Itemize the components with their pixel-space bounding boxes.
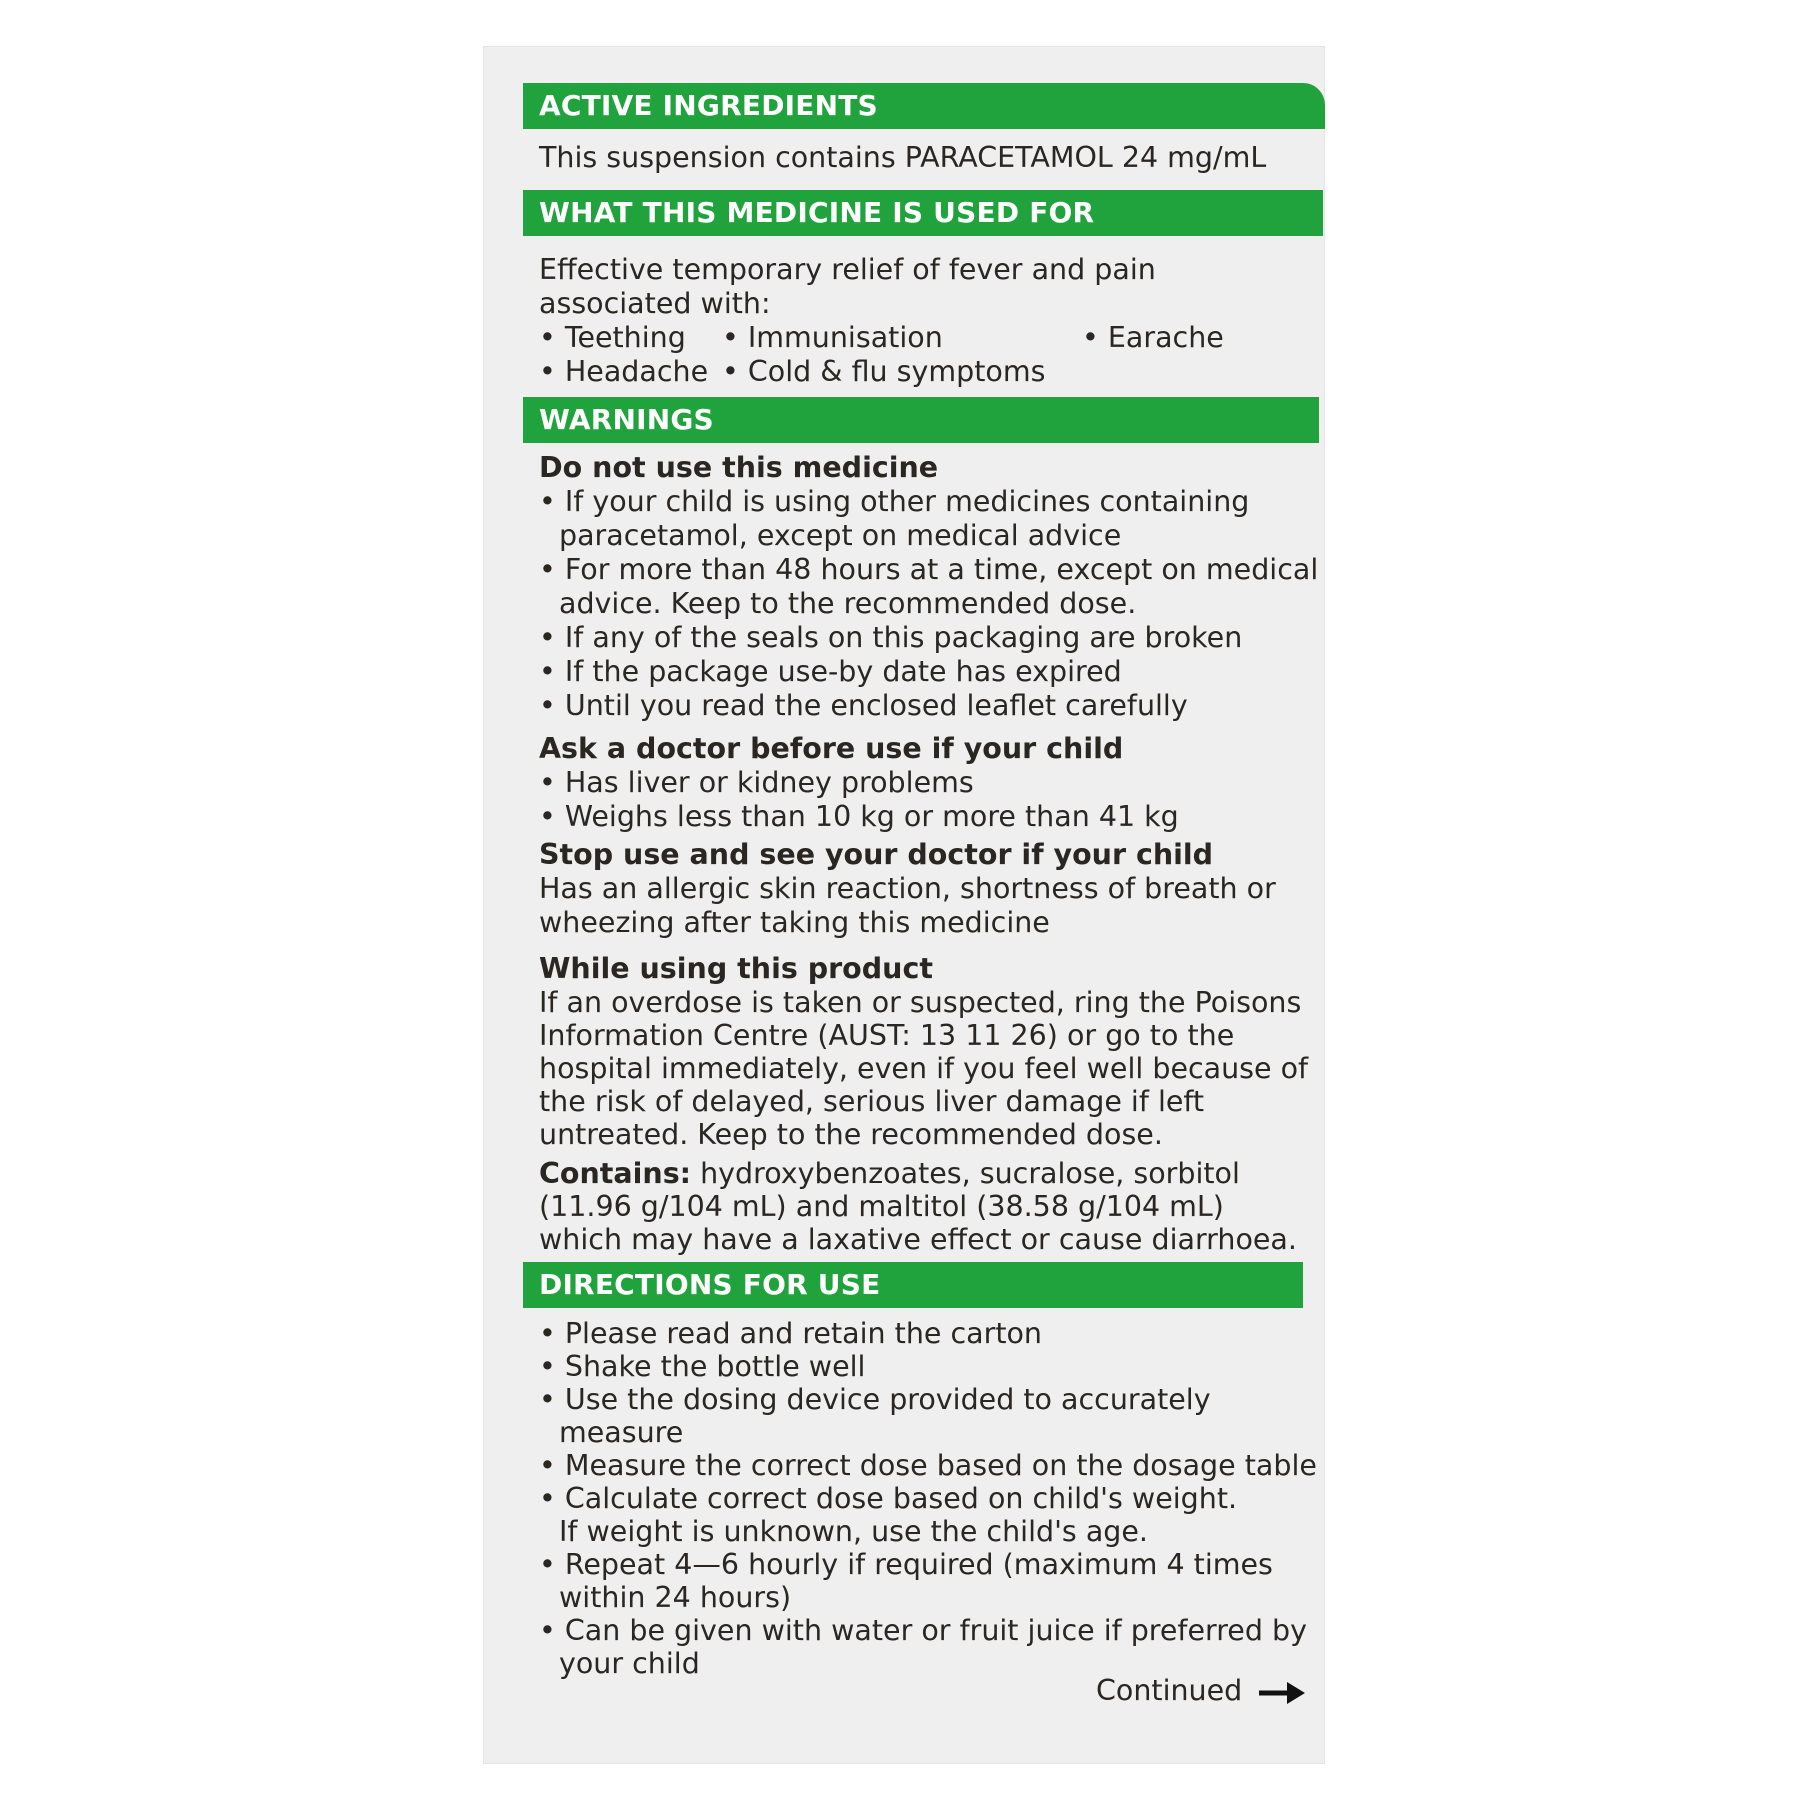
uses-intro-line-1: Effective temporary relief of fever and pain xyxy=(539,253,1156,286)
directions-line: • Calculate correct dose based on child's weight. xyxy=(539,1482,1237,1516)
do-not-use-line: • If any of the seals on this packaging are broken xyxy=(539,621,1242,655)
while-using-title: While using this product xyxy=(539,952,933,985)
do-not-use-line: • Until you read the enclosed leaflet carefully xyxy=(539,689,1188,723)
contains-line: which may have a laxative effect or cause diarrhoea. xyxy=(539,1223,1297,1256)
contains-line: (11.96 g/104 mL) and maltitol (38.58 g/104 mL) xyxy=(539,1190,1224,1223)
do-not-use-title: Do not use this medicine xyxy=(539,451,939,484)
ask-doctor-line: • Weighs less than 10 kg or more than 41 kg xyxy=(539,800,1179,834)
arrow-right-icon xyxy=(1257,1678,1307,1708)
directions-line: • Measure the correct dose based on the dosage table xyxy=(539,1449,1317,1483)
while-using-line: hospital immediately, even if you feel well because of xyxy=(539,1052,1309,1085)
stop-use-line: Has an allergic skin reaction, shortness of breath or xyxy=(539,872,1276,905)
active-ingredients-heading: ACTIVE INGREDIENTS xyxy=(523,83,1325,129)
directions-line: • Can be given with water or fruit juice if preferred by xyxy=(539,1614,1307,1648)
do-not-use-line: • For more than 48 hours at a time, except on medical xyxy=(539,553,1318,587)
stop-use-title: Stop use and see your doctor if your child xyxy=(539,838,1214,871)
directions-heading: DIRECTIONS FOR USE xyxy=(523,1262,1303,1308)
do-not-use-line: • If your child is using other medicines containing xyxy=(539,485,1249,519)
ask-doctor-title: Ask a doctor before use if your child xyxy=(539,732,1124,765)
uses-item-earache: • Earache xyxy=(1082,321,1224,355)
while-using-line: the risk of delayed, serious liver damage if left xyxy=(539,1085,1205,1118)
while-using-line: If an overdose is taken or suspected, ring the Poisons xyxy=(539,986,1302,1019)
uses-item-cold-flu: • Cold & flu symptoms xyxy=(722,355,1045,389)
uses-item-headache: • Headache xyxy=(539,355,708,389)
directions-line: your child xyxy=(559,1647,700,1680)
uses-item-immunisation: • Immunisation xyxy=(722,321,943,355)
ask-doctor-line: • Has liver or kidney problems xyxy=(539,766,974,800)
do-not-use-line: • If the package use-by date has expired xyxy=(539,655,1122,689)
directions-line: If weight is unknown, use the child's age. xyxy=(559,1515,1148,1548)
directions-line: • Repeat 4—6 hourly if required (maximum 4 times xyxy=(539,1548,1273,1582)
uses-intro-line-2: associated with: xyxy=(539,287,771,320)
do-not-use-line: paracetamol, except on medical advice xyxy=(559,519,1122,552)
contains-text: hydroxybenzoates, sucralose, sorbitol xyxy=(691,1157,1240,1190)
stop-use-line: wheezing after taking this medicine xyxy=(539,906,1050,939)
directions-line: measure xyxy=(559,1416,684,1449)
continued-label: Continued xyxy=(1096,1674,1243,1707)
directions-line: • Please read and retain the carton xyxy=(539,1317,1042,1351)
while-using-line: untreated. Keep to the recommended dose. xyxy=(539,1118,1163,1151)
uses-heading: WHAT THIS MEDICINE IS USED FOR xyxy=(523,190,1323,236)
do-not-use-line: advice. Keep to the recommended dose. xyxy=(559,587,1137,620)
uses-item-teething: • Teething xyxy=(539,321,686,355)
while-using-line: Information Centre (AUST: 13 11 26) or go to the xyxy=(539,1019,1235,1052)
warnings-heading: WARNINGS xyxy=(523,397,1319,443)
active-ingredients-text: This suspension contains PARACETAMOL 24 mg/mL xyxy=(539,141,1267,174)
directions-line: • Shake the bottle well xyxy=(539,1350,865,1384)
directions-line: within 24 hours) xyxy=(559,1581,792,1614)
contains-label: Contains: xyxy=(539,1157,692,1190)
directions-line: • Use the dosing device provided to accurately xyxy=(539,1383,1211,1417)
contains-line-1 xyxy=(539,1157,1240,1191)
